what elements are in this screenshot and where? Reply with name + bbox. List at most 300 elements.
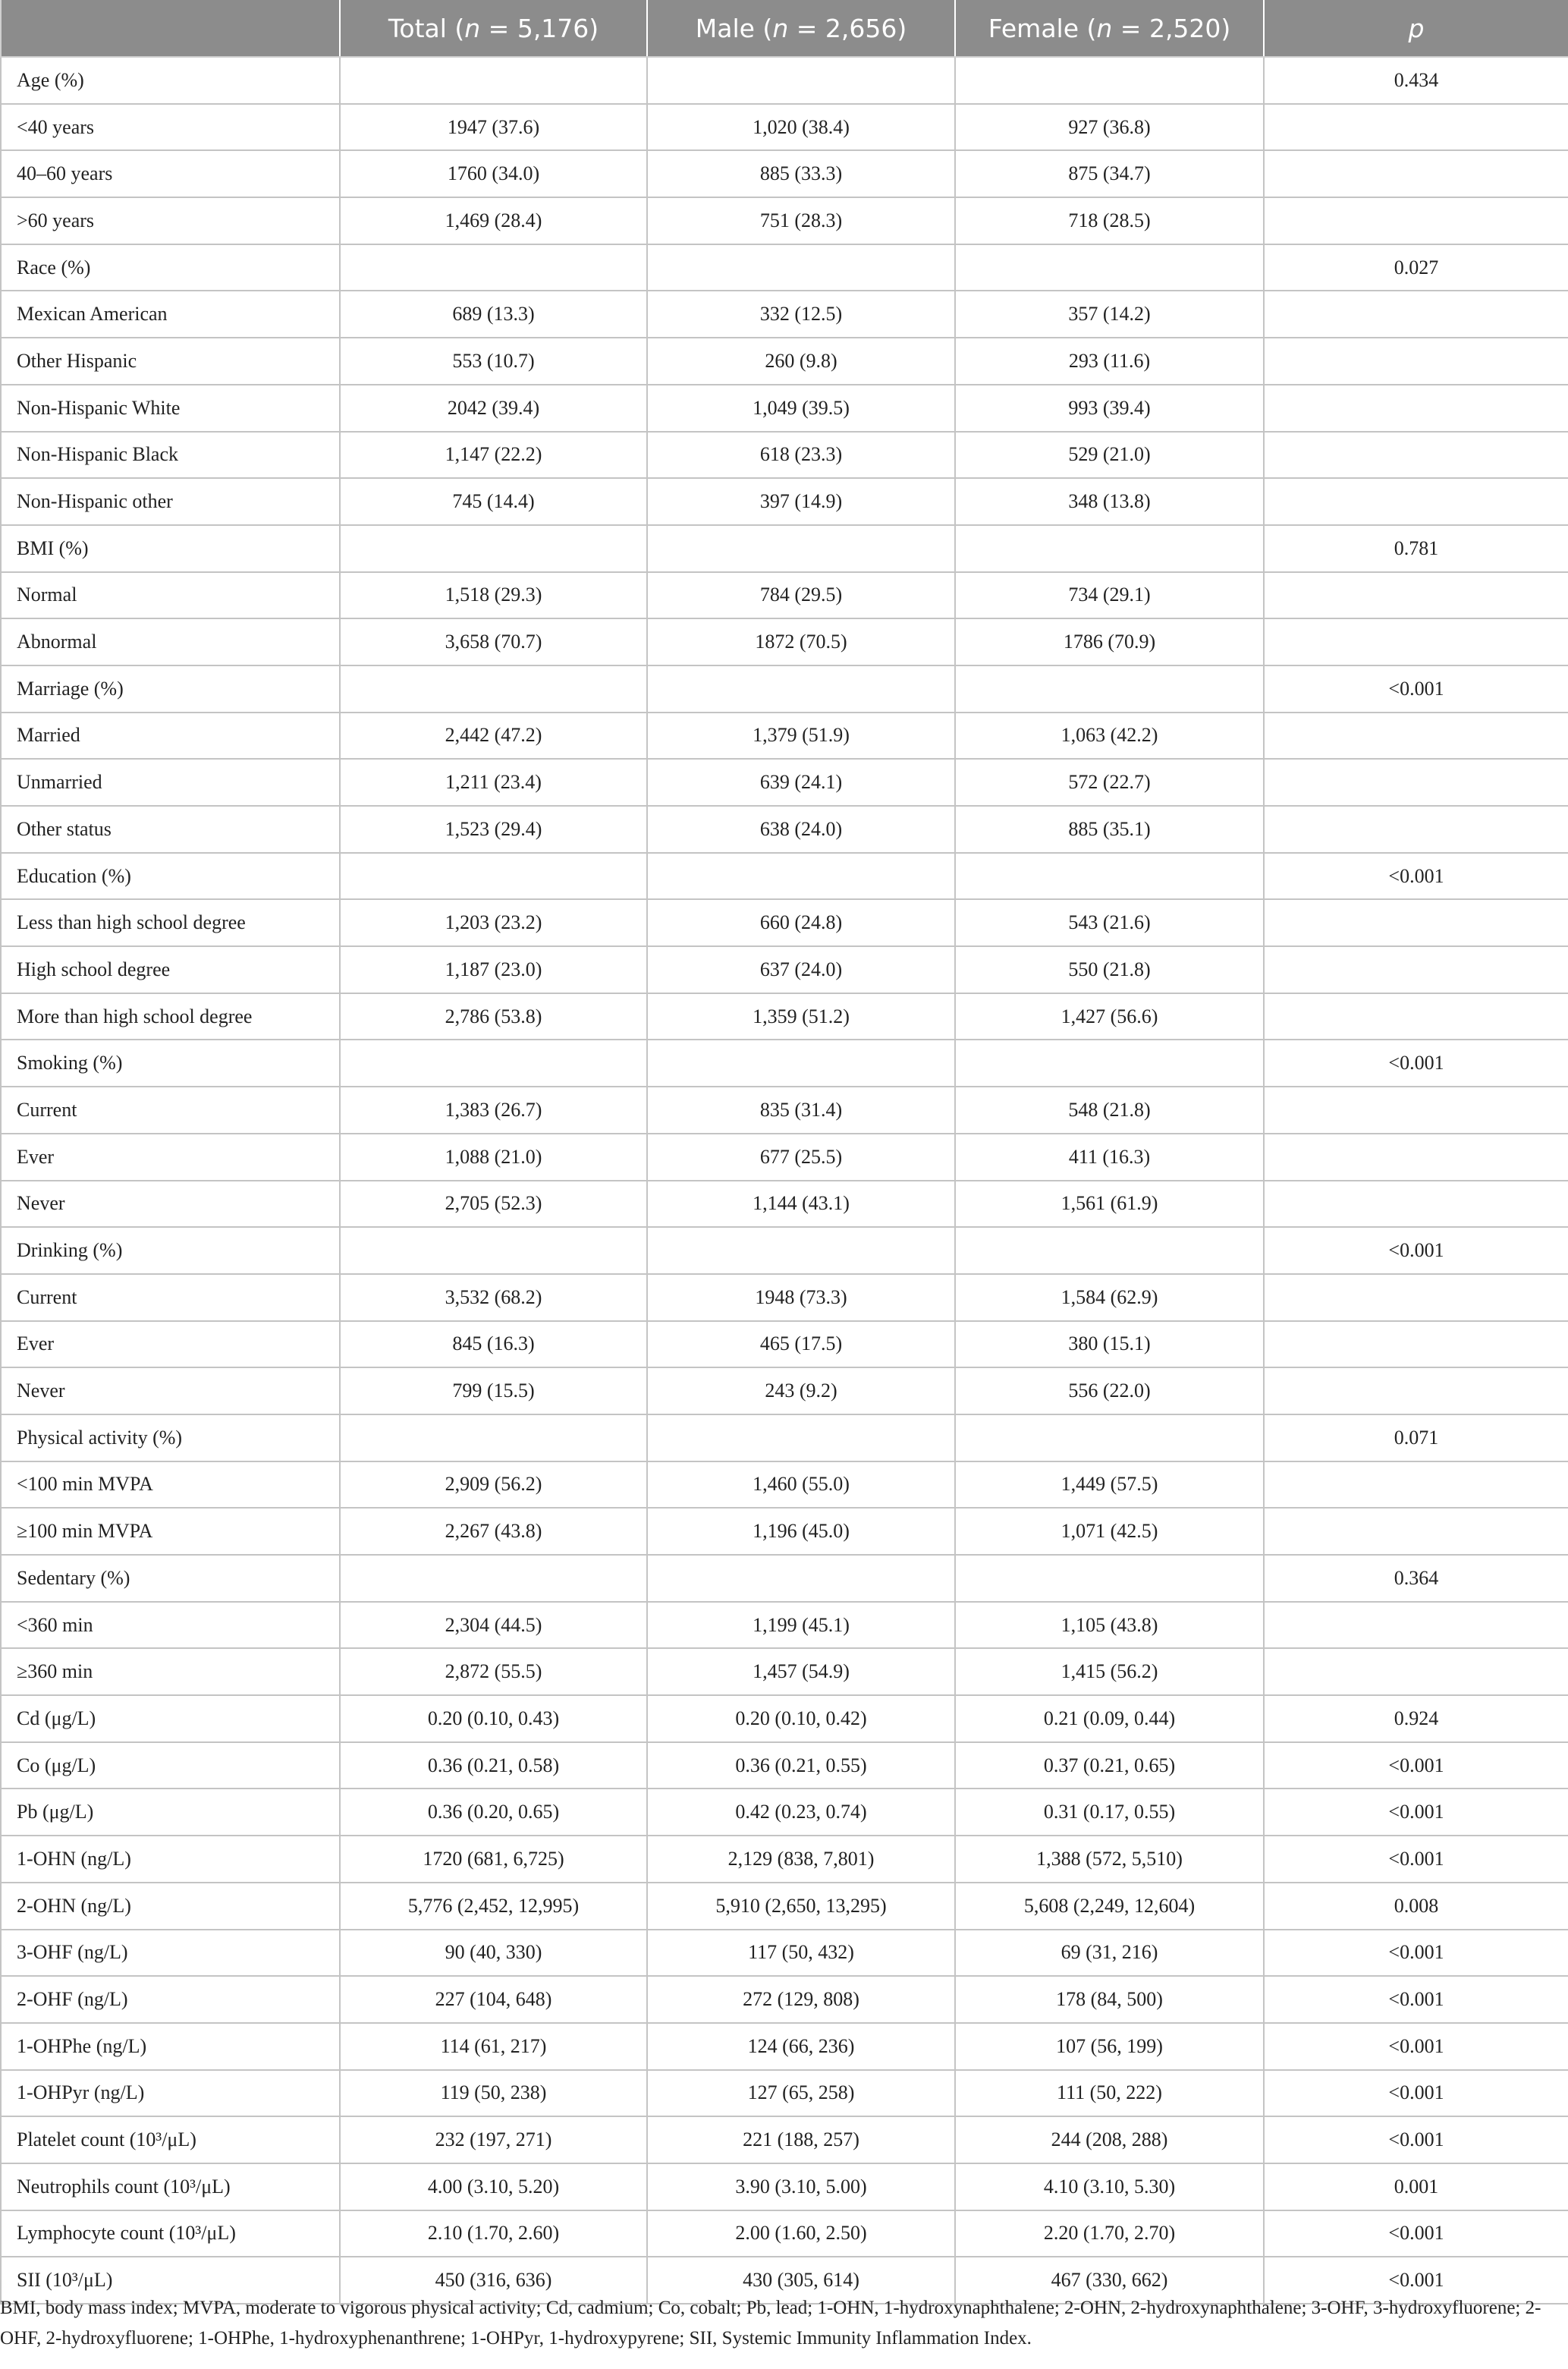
male-cell: 0.36 (0.21, 0.55)	[647, 1742, 955, 1789]
row-label: Other status	[1, 806, 340, 853]
p-value-cell	[1264, 946, 1568, 993]
table-row	[1, 1555, 1568, 1602]
total-cell	[340, 665, 647, 713]
table-row	[1, 1976, 1568, 2023]
row-label: 40–60 years	[1, 150, 340, 197]
row-label: ≥100 min MVPA	[1, 1508, 340, 1555]
total-cell: 2,909 (56.2)	[340, 1461, 647, 1509]
p-value-cell: <0.001	[1264, 2116, 1568, 2163]
male-cell: 3.90 (3.10, 5.00)	[647, 2163, 955, 2210]
row-label: Cd (μg/L)	[1, 1695, 340, 1742]
total-cell: 450 (316, 636)	[340, 2257, 647, 2304]
total-cell: 2042 (39.4)	[340, 385, 647, 432]
female-cell: 1,063 (42.2)	[955, 713, 1264, 760]
header-male-n: n	[772, 13, 789, 43]
total-cell	[340, 1227, 647, 1274]
female-cell: 548 (21.8)	[955, 1087, 1264, 1134]
male-cell	[647, 1555, 955, 1602]
female-cell: 718 (28.5)	[955, 197, 1264, 244]
table-row	[1, 572, 1568, 619]
total-cell: 1,523 (29.4)	[340, 806, 647, 853]
row-label: Neutrophils count (10³/μL)	[1, 2163, 340, 2210]
p-value-cell	[1264, 899, 1568, 946]
male-cell: 243 (9.2)	[647, 1367, 955, 1414]
female-cell: 550 (21.8)	[955, 946, 1264, 993]
table-row	[1, 2210, 1568, 2257]
p-value-cell: <0.001	[1264, 853, 1568, 900]
total-cell: 1,211 (23.4)	[340, 759, 647, 806]
p-value-cell: 0.364	[1264, 1555, 1568, 1602]
female-cell: 5,608 (2,249, 12,604)	[955, 1883, 1264, 1930]
table-row	[1, 525, 1568, 572]
row-label: ≥360 min	[1, 1648, 340, 1695]
male-cell: 260 (9.8)	[647, 338, 955, 385]
male-cell	[647, 525, 955, 572]
table-row	[1, 1789, 1568, 1836]
row-label: Drinking (%)	[1, 1227, 340, 1274]
header-male-value: = 2,656)	[788, 13, 907, 43]
row-label: Never	[1, 1367, 340, 1414]
p-value-cell	[1264, 759, 1568, 806]
header-total-label: Total (	[388, 13, 465, 43]
p-value-cell	[1264, 1602, 1568, 1649]
total-cell: 845 (16.3)	[340, 1321, 647, 1368]
male-cell: 1,049 (39.5)	[647, 385, 955, 432]
p-value-cell: <0.001	[1264, 2023, 1568, 2070]
table-row	[1, 244, 1568, 291]
table-row	[1, 853, 1568, 900]
total-cell: 1,518 (29.3)	[340, 572, 647, 619]
total-cell: 1760 (34.0)	[340, 150, 647, 197]
table-footnote: BMI, body mass index; MVPA, moderate to vigorous physical activity; Cd, cadmium; Co, cobalt; Pb, lead; 1-OHN, 1-hydroxynaphthalene; 2-OHN, 2-hydroxynaphthalene; 3-OHF, 3-hydroxyfluorene; 2-OHF, 2-hydroxyfluorene; 1-OHPhe, 1-hydroxyphenanthrene; 1-OHPyr, 1-hydroxypyrene; SII, Systemic Immunity Inflammation Index.	[0, 2298, 1541, 2349]
table-row	[1, 665, 1568, 713]
female-cell	[955, 244, 1264, 291]
total-cell: 2,705 (52.3)	[340, 1181, 647, 1228]
row-label: Sedentary (%)	[1, 1555, 340, 1602]
female-cell: 1,105 (43.8)	[955, 1602, 1264, 1649]
female-cell: 357 (14.2)	[955, 291, 1264, 338]
female-cell: 543 (21.6)	[955, 899, 1264, 946]
female-cell: 1,427 (56.6)	[955, 993, 1264, 1040]
male-cell: 0.42 (0.23, 0.74)	[647, 1789, 955, 1836]
table-row	[1, 1930, 1568, 1977]
p-value-cell: <0.001	[1264, 1930, 1568, 1977]
total-cell: 2,267 (43.8)	[340, 1508, 647, 1555]
male-cell	[647, 1227, 955, 1274]
p-value-cell: <0.001	[1264, 1227, 1568, 1274]
table-row	[1, 1367, 1568, 1414]
table-row	[1, 478, 1568, 525]
p-value-cell: <0.001	[1264, 2070, 1568, 2117]
male-cell: 1,196 (45.0)	[647, 1508, 955, 1555]
header-male	[647, 0, 955, 57]
p-value-cell: <0.001	[1264, 1040, 1568, 1087]
male-cell	[647, 1414, 955, 1461]
male-cell: 751 (28.3)	[647, 197, 955, 244]
p-value-cell: 0.071	[1264, 1414, 1568, 1461]
female-cell	[955, 1040, 1264, 1087]
female-cell: 556 (22.0)	[955, 1367, 1264, 1414]
female-cell	[955, 1414, 1264, 1461]
p-value-cell	[1264, 1181, 1568, 1228]
row-label: Smoking (%)	[1, 1040, 340, 1087]
female-cell: 348 (13.8)	[955, 478, 1264, 525]
total-cell	[340, 1414, 647, 1461]
row-label: Co (μg/L)	[1, 1742, 340, 1789]
p-value-cell	[1264, 618, 1568, 665]
p-value-cell: 0.434	[1264, 57, 1568, 104]
total-cell: 1,187 (23.0)	[340, 946, 647, 993]
male-cell: 784 (29.5)	[647, 572, 955, 619]
p-value-cell: <0.001	[1264, 1836, 1568, 1883]
total-cell: 1,147 (22.2)	[340, 432, 647, 479]
p-value-cell	[1264, 1087, 1568, 1134]
male-cell	[647, 57, 955, 104]
male-cell: 1,359 (51.2)	[647, 993, 955, 1040]
header-male-label: Male (	[695, 13, 773, 43]
male-cell: 835 (31.4)	[647, 1087, 955, 1134]
table-row	[1, 1883, 1568, 1930]
female-cell: 734 (29.1)	[955, 572, 1264, 619]
table-row	[1, 338, 1568, 385]
total-cell: 1947 (37.6)	[340, 104, 647, 151]
table-row	[1, 1602, 1568, 1649]
female-cell: 1786 (70.9)	[955, 618, 1264, 665]
table-row	[1, 1742, 1568, 1789]
row-label: Non-Hispanic White	[1, 385, 340, 432]
p-value-cell: <0.001	[1264, 2210, 1568, 2257]
row-label: Normal	[1, 572, 340, 619]
male-cell: 2.00 (1.60, 2.50)	[647, 2210, 955, 2257]
row-label: 1-OHPyr (ng/L)	[1, 2070, 340, 2117]
row-label: Age (%)	[1, 57, 340, 104]
row-label: Physical activity (%)	[1, 1414, 340, 1461]
p-value-cell	[1264, 104, 1568, 151]
row-label: 3-OHF (ng/L)	[1, 1930, 340, 1977]
header-total-value: = 5,176)	[480, 13, 599, 43]
row-label: Non-Hispanic other	[1, 478, 340, 525]
total-cell	[340, 853, 647, 900]
p-value-cell: 0.001	[1264, 2163, 1568, 2210]
row-label: BMI (%)	[1, 525, 340, 572]
table-row	[1, 1648, 1568, 1695]
row-label: <40 years	[1, 104, 340, 151]
p-value-cell	[1264, 572, 1568, 619]
male-cell: 1,379 (51.9)	[647, 713, 955, 760]
male-cell: 332 (12.5)	[647, 291, 955, 338]
row-label: <360 min	[1, 1602, 340, 1649]
p-value-cell	[1264, 1321, 1568, 1368]
male-cell: 124 (66, 236)	[647, 2023, 955, 2070]
p-value-cell	[1264, 713, 1568, 760]
male-cell: 618 (23.3)	[647, 432, 955, 479]
female-cell	[955, 525, 1264, 572]
table-row	[1, 150, 1568, 197]
row-label: Abnormal	[1, 618, 340, 665]
p-value-cell	[1264, 1134, 1568, 1181]
male-cell	[647, 853, 955, 900]
header-female-value: = 2,520)	[1112, 13, 1231, 43]
p-value-cell	[1264, 150, 1568, 197]
female-cell: 107 (56, 199)	[955, 2023, 1264, 2070]
row-label: Platelet count (10³/μL)	[1, 2116, 340, 2163]
female-cell: 885 (35.1)	[955, 806, 1264, 853]
table-row	[1, 197, 1568, 244]
male-cell: 660 (24.8)	[647, 899, 955, 946]
table-row	[1, 1321, 1568, 1368]
p-value-cell	[1264, 1648, 1568, 1695]
table-header	[1, 0, 1568, 57]
row-label: Mexican American	[1, 291, 340, 338]
male-cell: 2,129 (838, 7,801)	[647, 1836, 955, 1883]
total-cell: 2.10 (1.70, 2.60)	[340, 2210, 647, 2257]
row-label: <100 min MVPA	[1, 1461, 340, 1509]
female-cell: 1,584 (62.9)	[955, 1274, 1264, 1321]
table-row	[1, 1461, 1568, 1509]
table-row	[1, 993, 1568, 1040]
male-cell: 0.20 (0.10, 0.42)	[647, 1695, 955, 1742]
table-row	[1, 1695, 1568, 1742]
row-label: Race (%)	[1, 244, 340, 291]
table-row	[1, 1274, 1568, 1321]
female-cell: 380 (15.1)	[955, 1321, 1264, 1368]
p-value-cell	[1264, 432, 1568, 479]
row-label: Pb (μg/L)	[1, 1789, 340, 1836]
male-cell: 272 (129, 808)	[647, 1976, 955, 2023]
total-cell: 1720 (681, 6,725)	[340, 1836, 647, 1883]
total-cell: 0.36 (0.20, 0.65)	[340, 1789, 647, 1836]
row-label: Other Hispanic	[1, 338, 340, 385]
p-value-cell	[1264, 1367, 1568, 1414]
table-row	[1, 104, 1568, 151]
female-cell: 993 (39.4)	[955, 385, 1264, 432]
table-row	[1, 899, 1568, 946]
female-cell: 875 (34.7)	[955, 150, 1264, 197]
table-row	[1, 1227, 1568, 1274]
female-cell	[955, 853, 1264, 900]
female-cell: 4.10 (3.10, 5.30)	[955, 2163, 1264, 2210]
female-cell: 244 (208, 288)	[955, 2116, 1264, 2163]
row-label: More than high school degree	[1, 993, 340, 1040]
total-cell: 232 (197, 271)	[340, 2116, 647, 2163]
female-cell: 411 (16.3)	[955, 1134, 1264, 1181]
female-cell: 2.20 (1.70, 2.70)	[955, 2210, 1264, 2257]
female-cell: 1,388 (572, 5,510)	[955, 1836, 1264, 1883]
total-cell: 745 (14.4)	[340, 478, 647, 525]
female-cell	[955, 1555, 1264, 1602]
male-cell: 5,910 (2,650, 13,295)	[647, 1883, 955, 1930]
female-cell: 927 (36.8)	[955, 104, 1264, 151]
total-cell: 2,442 (47.2)	[340, 713, 647, 760]
total-cell: 1,088 (21.0)	[340, 1134, 647, 1181]
row-label: Unmarried	[1, 759, 340, 806]
table-row	[1, 1087, 1568, 1134]
total-cell: 114 (61, 217)	[340, 2023, 647, 2070]
row-label: Current	[1, 1087, 340, 1134]
table-row	[1, 618, 1568, 665]
female-cell: 111 (50, 222)	[955, 2070, 1264, 2117]
p-value-cell	[1264, 1508, 1568, 1555]
p-value-cell	[1264, 993, 1568, 1040]
table-row	[1, 806, 1568, 853]
table-row	[1, 432, 1568, 479]
total-cell: 1,203 (23.2)	[340, 899, 647, 946]
row-label: Ever	[1, 1321, 340, 1368]
header-total-n: n	[464, 13, 481, 43]
female-cell	[955, 665, 1264, 713]
male-cell: 1,020 (38.4)	[647, 104, 955, 151]
header-female	[955, 0, 1264, 57]
male-cell: 1,199 (45.1)	[647, 1602, 955, 1649]
table-row	[1, 1134, 1568, 1181]
male-cell: 127 (65, 258)	[647, 2070, 955, 2117]
row-label: 1-OHN (ng/L)	[1, 1836, 340, 1883]
total-cell: 3,532 (68.2)	[340, 1274, 647, 1321]
female-cell	[955, 1227, 1264, 1274]
table-row	[1, 291, 1568, 338]
row-label: 2-OHN (ng/L)	[1, 1883, 340, 1930]
female-cell: 0.21 (0.09, 0.44)	[955, 1695, 1264, 1742]
total-cell: 2,786 (53.8)	[340, 993, 647, 1040]
female-cell: 69 (31, 216)	[955, 1930, 1264, 1977]
table-row	[1, 2070, 1568, 2117]
row-label: Less than high school degree	[1, 899, 340, 946]
row-label: Education (%)	[1, 853, 340, 900]
table-row	[1, 1414, 1568, 1461]
male-cell: 677 (25.5)	[647, 1134, 955, 1181]
row-label: Lymphocyte count (10³/μL)	[1, 2210, 340, 2257]
p-value-cell: <0.001	[1264, 1789, 1568, 1836]
female-cell: 572 (22.7)	[955, 759, 1264, 806]
header-female-label: Female (	[988, 13, 1097, 43]
row-label: Non-Hispanic Black	[1, 432, 340, 479]
header-p-value	[1264, 0, 1568, 57]
p-value-cell: 0.781	[1264, 525, 1568, 572]
table-row	[1, 1040, 1568, 1087]
female-cell: 467 (330, 662)	[955, 2257, 1264, 2304]
row-label: Never	[1, 1181, 340, 1228]
female-cell: 1,561 (61.9)	[955, 1181, 1264, 1228]
total-cell: 1,383 (26.7)	[340, 1087, 647, 1134]
table-body	[1, 57, 1568, 2304]
row-label: 1-OHPhe (ng/L)	[1, 2023, 340, 2070]
total-cell: 689 (13.3)	[340, 291, 647, 338]
header-total	[340, 0, 647, 57]
table-row	[1, 385, 1568, 432]
table-row	[1, 1508, 1568, 1555]
total-cell: 799 (15.5)	[340, 1367, 647, 1414]
male-cell	[647, 1040, 955, 1087]
total-cell	[340, 525, 647, 572]
row-label: SII (10³/μL)	[1, 2257, 340, 2304]
table-row	[1, 2116, 1568, 2163]
total-cell	[340, 57, 647, 104]
female-cell: 1,415 (56.2)	[955, 1648, 1264, 1695]
total-cell: 119 (50, 238)	[340, 2070, 647, 2117]
male-cell: 1,144 (43.1)	[647, 1181, 955, 1228]
male-cell	[647, 665, 955, 713]
total-cell: 1,469 (28.4)	[340, 197, 647, 244]
header-p-label: p	[1408, 13, 1425, 43]
total-cell: 5,776 (2,452, 12,995)	[340, 1883, 647, 1930]
male-cell: 1,460 (55.0)	[647, 1461, 955, 1509]
female-cell: 178 (84, 500)	[955, 1976, 1264, 2023]
p-value-cell: 0.008	[1264, 1883, 1568, 1930]
table-row	[1, 1181, 1568, 1228]
male-cell: 221 (188, 257)	[647, 2116, 955, 2163]
male-cell: 637 (24.0)	[647, 946, 955, 993]
female-cell: 0.31 (0.17, 0.55)	[955, 1789, 1264, 1836]
male-cell	[647, 244, 955, 291]
total-cell: 3,658 (70.7)	[340, 618, 647, 665]
total-cell: 0.36 (0.21, 0.58)	[340, 1742, 647, 1789]
p-value-cell	[1264, 385, 1568, 432]
male-cell: 397 (14.9)	[647, 478, 955, 525]
table-row	[1, 2023, 1568, 2070]
p-value-cell: <0.001	[1264, 665, 1568, 713]
male-cell: 639 (24.1)	[647, 759, 955, 806]
row-label: Ever	[1, 1134, 340, 1181]
total-cell: 90 (40, 330)	[340, 1930, 647, 1977]
row-label: >60 years	[1, 197, 340, 244]
header-row	[1, 0, 1568, 57]
row-label: Married	[1, 713, 340, 760]
male-cell: 117 (50, 432)	[647, 1930, 955, 1977]
total-cell: 553 (10.7)	[340, 338, 647, 385]
table-row	[1, 713, 1568, 760]
header-female-n: n	[1096, 13, 1113, 43]
table-row	[1, 1836, 1568, 1883]
male-cell: 465 (17.5)	[647, 1321, 955, 1368]
p-value-cell: <0.001	[1264, 2257, 1568, 2304]
male-cell: 1948 (73.3)	[647, 1274, 955, 1321]
male-cell: 638 (24.0)	[647, 806, 955, 853]
female-cell: 529 (21.0)	[955, 432, 1264, 479]
female-cell	[955, 57, 1264, 104]
p-value-cell	[1264, 478, 1568, 525]
total-cell: 227 (104, 648)	[340, 1976, 647, 2023]
p-value-cell: <0.001	[1264, 1976, 1568, 2023]
total-cell	[340, 1040, 647, 1087]
p-value-cell	[1264, 1461, 1568, 1509]
p-value-cell	[1264, 338, 1568, 385]
table-row	[1, 759, 1568, 806]
row-label: Current	[1, 1274, 340, 1321]
male-cell: 1,457 (54.9)	[647, 1648, 955, 1695]
row-label: High school degree	[1, 946, 340, 993]
male-cell: 430 (305, 614)	[647, 2257, 955, 2304]
female-cell: 1,449 (57.5)	[955, 1461, 1264, 1509]
p-value-cell	[1264, 806, 1568, 853]
p-value-cell	[1264, 1274, 1568, 1321]
female-cell: 1,071 (42.5)	[955, 1508, 1264, 1555]
total-cell	[340, 1555, 647, 1602]
total-cell: 2,872 (55.5)	[340, 1648, 647, 1695]
male-cell: 1872 (70.5)	[647, 618, 955, 665]
table-row	[1, 2163, 1568, 2210]
total-cell	[340, 244, 647, 291]
p-value-cell: <0.001	[1264, 1742, 1568, 1789]
p-value-cell	[1264, 197, 1568, 244]
p-value-cell: 0.027	[1264, 244, 1568, 291]
total-cell: 2,304 (44.5)	[340, 1602, 647, 1649]
p-value-cell	[1264, 291, 1568, 338]
female-cell: 0.37 (0.21, 0.65)	[955, 1742, 1264, 1789]
table-row	[1, 946, 1568, 993]
row-label: Marriage (%)	[1, 665, 340, 713]
total-cell: 0.20 (0.10, 0.43)	[340, 1695, 647, 1742]
total-cell: 4.00 (3.10, 5.20)	[340, 2163, 647, 2210]
